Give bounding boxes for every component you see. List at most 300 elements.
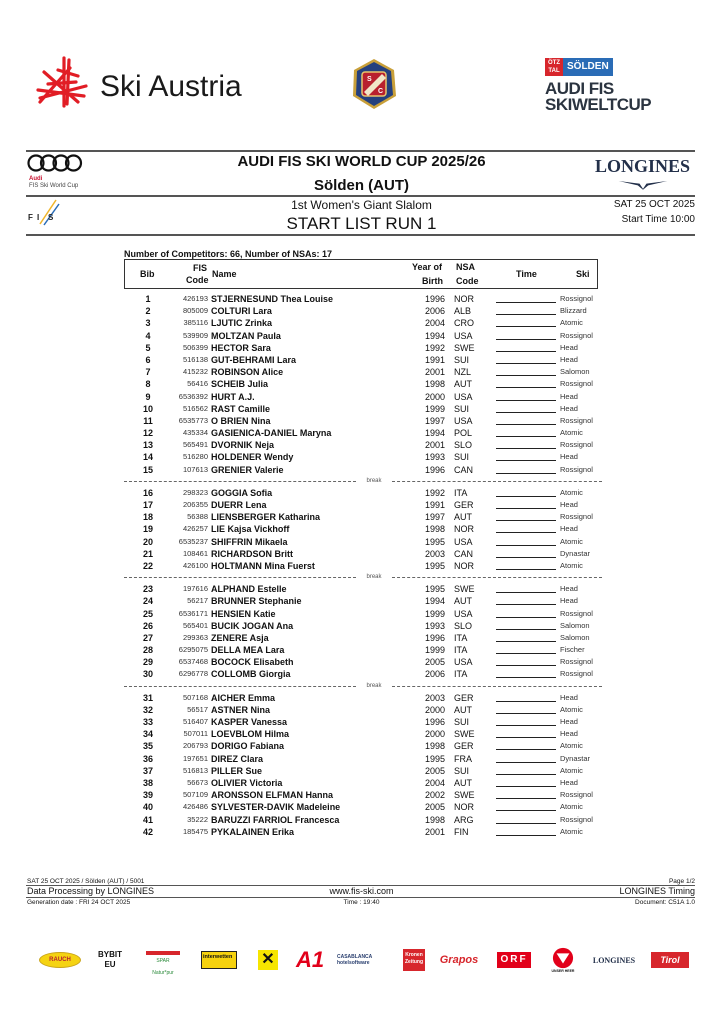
bib-number: 5 xyxy=(145,342,151,353)
ski-brand: Atomic xyxy=(560,765,583,775)
nsa-code: NOR xyxy=(454,560,474,571)
sponsor-bar xyxy=(30,945,700,979)
nsa-code: SUI xyxy=(454,452,470,463)
bib-number: 29 xyxy=(142,657,153,668)
break-dash-left xyxy=(124,481,356,482)
competitor-row xyxy=(124,354,604,366)
competitor-row xyxy=(124,391,604,403)
year-of-birth: 2001 xyxy=(424,367,445,378)
competitor-row xyxy=(124,342,604,354)
bib-number: 9 xyxy=(145,391,151,402)
sponsor-tirol-logo: Tirol xyxy=(650,945,690,975)
fis-code: 6535237 xyxy=(178,536,208,546)
time-blank-line xyxy=(496,798,556,799)
competitor-name: LIENSBERGER Katharina xyxy=(211,512,321,523)
ski-brand: Head xyxy=(560,777,578,787)
bib-number: 27 xyxy=(142,632,153,643)
bib-number: 17 xyxy=(142,500,153,510)
time-blank-line xyxy=(496,653,556,654)
break-label: break xyxy=(366,682,382,689)
footer-generation-date: Generation date : FRI 24 OCT 2025 xyxy=(27,899,131,906)
time-blank-line xyxy=(496,339,556,340)
event-venue: Sölden (AUT) xyxy=(314,177,409,194)
year-of-birth: 1996 xyxy=(424,717,445,727)
nsa-code: POL xyxy=(454,428,473,439)
year-of-birth: 1994 xyxy=(424,596,445,607)
bib-number: 22 xyxy=(142,560,153,571)
year-of-birth: 1994 xyxy=(424,330,445,341)
competitor-row xyxy=(124,536,604,548)
ski-brand: Atomic xyxy=(560,802,583,812)
ski-brand: Head xyxy=(560,391,578,401)
time-blank-line xyxy=(496,314,556,315)
year-of-birth: 2000 xyxy=(424,729,445,740)
competitor-name: LOEVBLOM Hilma xyxy=(211,729,290,740)
nsa-code: AUT xyxy=(454,512,472,523)
year-of-birth: 2001 xyxy=(424,826,445,837)
year-of-birth: 2005 xyxy=(424,765,445,776)
ski-brand: Head xyxy=(560,452,578,462)
nsa-code: NOR xyxy=(454,524,474,535)
bib-number: 33 xyxy=(142,717,153,727)
time-blank-line xyxy=(496,810,556,811)
nsa-code: FRA xyxy=(454,753,472,764)
year-of-birth: 2001 xyxy=(424,440,445,451)
ski-brand: Rossignol xyxy=(560,669,593,679)
fis-code: 298323 xyxy=(182,487,208,497)
ski-brand: Dynastar xyxy=(560,753,591,763)
ski-brand: Salomon xyxy=(560,367,590,377)
fis-code: 299363 xyxy=(182,632,208,642)
year-of-birth: 2004 xyxy=(424,777,445,788)
time-blank-line xyxy=(496,508,556,509)
competitor-name: GRENIER Valerie xyxy=(211,464,284,475)
bib-number: 38 xyxy=(142,777,153,788)
nsa-code: USA xyxy=(454,536,473,547)
sponsor-casablanca-logo: CASABLANCA hotelsoftware xyxy=(337,954,373,966)
ski-brand: Head xyxy=(560,342,578,352)
year-of-birth: 1998 xyxy=(424,524,445,535)
bundesheer-triangle-icon xyxy=(552,947,574,969)
bib-number: 37 xyxy=(142,765,153,776)
bib-number: 13 xyxy=(142,440,153,451)
nsa-code: GER xyxy=(454,741,474,752)
year-of-birth: 1992 xyxy=(424,487,445,498)
competitor-name: KASPER Vanessa xyxy=(211,717,288,727)
bib-number: 35 xyxy=(142,741,153,752)
ski-brand: Rossignol xyxy=(560,790,593,800)
competitor-row xyxy=(124,330,604,342)
col-time: Time xyxy=(516,269,537,279)
fis-code: 56517 xyxy=(187,704,208,714)
svg-text:S: S xyxy=(367,76,372,83)
year-of-birth: 2005 xyxy=(424,657,445,668)
competitor-name: BUCIK JOGAN Ana xyxy=(211,620,294,631)
svg-text:I: I xyxy=(37,213,40,222)
nsa-code: SWE xyxy=(454,790,475,801)
time-blank-line xyxy=(496,326,556,327)
ski-brand: Atomic xyxy=(560,428,583,438)
ski-brand: Atomic xyxy=(560,741,583,751)
col-yob-line1: Year of xyxy=(412,262,443,272)
ski-austria-logo xyxy=(34,56,264,108)
nsa-code: SLO xyxy=(454,440,473,451)
ski-brand: Head xyxy=(560,729,578,739)
ski-brand: Rossignol xyxy=(560,512,593,522)
year-of-birth: 1991 xyxy=(424,500,445,510)
competitor-name: DORIGO Fabiana xyxy=(211,741,285,752)
competitor-row xyxy=(124,293,604,305)
year-of-birth: 1994 xyxy=(424,428,445,439)
time-blank-line xyxy=(496,448,556,449)
competitor-row xyxy=(124,366,604,378)
ski-brand: Rossignol xyxy=(560,415,593,425)
ski-brand: Rossignol xyxy=(560,608,593,618)
footer-rule-bottom xyxy=(26,897,695,898)
nsa-code: SUI xyxy=(454,403,470,414)
competitor-name: RAST Camille xyxy=(211,403,271,414)
time-blank-line xyxy=(496,641,556,642)
ski-brand: Rossignol xyxy=(560,464,593,474)
bib-number: 2 xyxy=(145,306,151,317)
time-blank-line xyxy=(496,665,556,666)
bib-number: 18 xyxy=(142,512,153,523)
nsa-code: USA xyxy=(454,415,473,426)
competitor-row xyxy=(124,608,604,620)
time-blank-line xyxy=(496,557,556,558)
bib-number: 25 xyxy=(142,608,153,619)
col-nsa-line1: NSA xyxy=(456,262,476,272)
bib-number: 42 xyxy=(142,826,153,837)
competitor-name: HENSIEN Katie xyxy=(211,608,276,619)
competitor-row xyxy=(124,801,604,813)
fis-code: 516280 xyxy=(182,452,208,462)
bib-number: 14 xyxy=(142,452,153,463)
nsa-code: NOR xyxy=(454,294,474,304)
competitor-name: HOLTMANN Mina Fuerst xyxy=(211,560,315,571)
break-separator xyxy=(124,681,604,692)
competitor-row xyxy=(124,777,604,789)
year-of-birth: 2006 xyxy=(424,306,445,317)
competitor-row xyxy=(124,464,604,476)
sponsor-interwetten-logo: interwetten xyxy=(200,945,238,975)
year-of-birth: 2002 xyxy=(424,790,445,801)
competitor-name: ALPHAND Estelle xyxy=(211,584,287,595)
bib-number: 12 xyxy=(142,428,153,439)
bib-number: 7 xyxy=(145,367,151,378)
year-of-birth: 1993 xyxy=(424,620,445,631)
sc-soelden-crest-icon xyxy=(350,58,398,110)
fis-code: 6295075 xyxy=(178,645,208,655)
bib-number: 10 xyxy=(142,403,153,414)
fis-code: 506399 xyxy=(182,342,208,352)
time-blank-line xyxy=(496,375,556,376)
nsa-code: ITA xyxy=(454,632,468,643)
bib-number: 4 xyxy=(145,330,151,341)
ski-brand: Salomon xyxy=(560,620,590,630)
break-dash-right xyxy=(392,481,602,482)
time-blank-line xyxy=(496,412,556,413)
bib-number: 8 xyxy=(145,379,151,390)
competitor-name: PILLER Sue xyxy=(211,765,263,776)
nsa-code: CAN xyxy=(454,464,474,475)
nsa-code: AUT xyxy=(454,704,472,715)
fis-code: 56673 xyxy=(187,777,208,787)
fis-code: 415232 xyxy=(182,367,208,377)
ski-brand: Head xyxy=(560,403,578,413)
time-blank-line xyxy=(496,835,556,836)
competitor-row xyxy=(124,439,604,451)
competitor-name: BOCOCK Elisabeth xyxy=(211,657,294,668)
bib-number: 21 xyxy=(142,548,153,559)
competitor-row xyxy=(124,499,604,511)
competitor-name: O BRIEN Nina xyxy=(211,415,271,426)
year-of-birth: 2003 xyxy=(424,692,445,703)
nsa-code: ITA xyxy=(454,487,468,498)
competitor-name: SYLVESTER-DAVIK Madeleine xyxy=(211,802,341,813)
nsa-code: ARG xyxy=(454,814,474,825)
competitor-row xyxy=(124,814,604,826)
longines-wings-icon xyxy=(617,179,669,190)
break-separator xyxy=(124,572,604,583)
year-of-birth: 1999 xyxy=(424,403,445,414)
bib-number: 34 xyxy=(142,729,153,740)
competitor-name: GASIENICA-DANIEL Maryna xyxy=(211,428,332,439)
competitor-name: HECTOR Sara xyxy=(211,342,271,353)
fis-code: 35222 xyxy=(187,814,208,824)
ski-austria-wordmark: Ski Austria xyxy=(100,70,242,103)
sponsor-raiffeisen-logo xyxy=(256,945,280,975)
competitors-summary: Number of Competitors: 66, Number of NSAs: 17 xyxy=(124,249,333,259)
time-blank-line xyxy=(496,774,556,775)
event-title: AUDI FIS SKI WORLD CUP 2025/26 xyxy=(237,153,486,170)
nsa-code: USA xyxy=(454,608,473,619)
time-blank-line xyxy=(496,545,556,546)
time-blank-line xyxy=(496,460,556,461)
competitor-row xyxy=(124,765,604,777)
competitor-name: ASTNER Nina xyxy=(211,704,271,715)
sponsor-a1-logo: A1 xyxy=(295,947,325,972)
fis-code: 107613 xyxy=(182,464,208,474)
competitor-row xyxy=(124,668,604,680)
fis-code: 385116 xyxy=(183,318,208,328)
sponsor-krone-logo: Kronen Zeitung xyxy=(402,945,426,975)
footer-time: Time : 19:40 xyxy=(343,899,380,906)
col-nsa-line2: Code xyxy=(456,276,479,286)
competitor-row xyxy=(124,728,604,740)
year-of-birth: 2004 xyxy=(424,318,445,329)
competitor-name: DELLA MEA Lara xyxy=(211,645,285,656)
competitor-row xyxy=(124,826,604,838)
bib-number: 28 xyxy=(142,645,153,656)
bib-number: 6 xyxy=(145,354,151,365)
sponsor-grapos-logo: Grapos xyxy=(439,954,479,966)
bib-number: 16 xyxy=(142,487,153,498)
fis-code: 56388 xyxy=(187,512,208,522)
sc-soelden-badge xyxy=(350,58,398,110)
competitor-row xyxy=(124,378,604,390)
ski-brand: Dynastar xyxy=(560,548,591,558)
col-fis-code-line2: Code xyxy=(186,275,209,285)
competitor-name: BARUZZI FARRIOL Francesca xyxy=(211,814,340,825)
ski-brand: Rossignol xyxy=(560,440,593,450)
nsa-code: NOR xyxy=(454,802,474,813)
fis-code: 507168 xyxy=(182,692,208,702)
time-blank-line xyxy=(496,436,556,437)
fis-code: 6296778 xyxy=(178,669,208,679)
nsa-code: SWE xyxy=(454,729,475,740)
competitor-row xyxy=(124,548,604,560)
nsa-code: SWE xyxy=(454,342,475,353)
nsa-code: AUT xyxy=(454,379,472,390)
ski-brand: Head xyxy=(560,584,578,594)
time-blank-line xyxy=(496,749,556,750)
competitor-row xyxy=(124,716,604,728)
year-of-birth: 1999 xyxy=(424,608,445,619)
sponsor-orf-logo: ORF xyxy=(496,945,532,975)
sponsor-bybit-logo: BYBIT EU xyxy=(98,950,122,969)
nsa-code: CAN xyxy=(454,548,474,559)
ski-brand: Rossignol xyxy=(560,814,593,824)
competitor-row xyxy=(124,595,604,607)
break-dash-left xyxy=(124,577,356,578)
fis-code: 56416 xyxy=(187,379,208,389)
bib-number: 30 xyxy=(142,669,153,680)
nsa-code: AUT xyxy=(454,596,472,607)
nsa-code: ALB xyxy=(454,306,472,317)
break-dash-left xyxy=(124,686,356,687)
competitor-row xyxy=(124,317,604,329)
competitor-name: DVORNIK Neja xyxy=(211,440,275,451)
worldcup-line2: SKIWELTCUP xyxy=(545,95,652,114)
competitor-name: ARONSSON ELFMAN Hanna xyxy=(211,790,334,801)
ski-brand: Rossignol xyxy=(560,294,593,303)
bib-number: 19 xyxy=(142,524,153,535)
fis-code: 6537468 xyxy=(178,657,208,667)
nsa-code: NZL xyxy=(454,367,472,378)
year-of-birth: 1996 xyxy=(424,464,445,475)
year-of-birth: 2005 xyxy=(424,802,445,813)
time-blank-line xyxy=(496,604,556,605)
nsa-code: AUT xyxy=(454,777,472,788)
year-of-birth: 1991 xyxy=(424,354,445,365)
ski-brand: Head xyxy=(560,524,578,534)
competitor-name: ROBINSON Alice xyxy=(211,367,284,378)
competitor-row xyxy=(124,523,604,535)
year-of-birth: 2000 xyxy=(424,704,445,715)
time-blank-line xyxy=(496,762,556,763)
col-fis-code-line1: FIS xyxy=(193,263,208,273)
nsa-code: ITA xyxy=(454,645,468,656)
nsa-code: GER xyxy=(454,500,474,510)
fis-code: 426486 xyxy=(182,802,208,812)
bib-number: 3 xyxy=(145,318,151,329)
ski-brand: Rossignol xyxy=(560,657,593,667)
fis-code: 426100 xyxy=(182,560,208,570)
svg-text:C: C xyxy=(378,88,384,95)
competitor-name: ZENERE Asja xyxy=(211,632,269,643)
col-name: Name xyxy=(212,269,237,279)
time-blank-line xyxy=(496,617,556,618)
competitor-name: LIE Kajsa Vickhoff xyxy=(211,524,290,535)
ski-brand: Blizzard xyxy=(560,306,587,316)
break-label: break xyxy=(366,477,382,484)
competitor-name: SHIFFRIN Mikaela xyxy=(211,536,288,547)
bib-number: 20 xyxy=(142,536,153,547)
break-dash-right xyxy=(392,686,602,687)
year-of-birth: 1993 xyxy=(424,452,445,463)
time-blank-line xyxy=(496,520,556,521)
ski-brand: Atomic xyxy=(560,826,583,836)
nsa-code: GER xyxy=(454,692,474,703)
nsa-code: SLO xyxy=(454,620,473,631)
fis-code: 516138 xyxy=(182,354,208,364)
competitor-row xyxy=(124,415,604,427)
ski-brand: Salomon xyxy=(560,632,590,642)
competitor-row xyxy=(124,789,604,801)
start-time: Start Time 10:00 xyxy=(621,214,695,225)
competitor-name: PYKALAINEN Erika xyxy=(211,826,295,837)
competitor-row xyxy=(124,427,604,439)
sponsor-rauch-logo: RAUCH xyxy=(38,945,82,975)
competitor-row xyxy=(124,632,604,644)
year-of-birth: 1998 xyxy=(424,814,445,825)
longines-wordmark: LONGINES xyxy=(594,156,691,176)
competitor-name: AICHER Emma xyxy=(211,692,276,703)
fis-code: 426257 xyxy=(182,524,208,534)
ski-brand: Rossignol xyxy=(560,330,593,340)
oetztal-soelden-worldcup-logo xyxy=(545,58,685,114)
fis-code: 185475 xyxy=(182,826,208,836)
header-rule-bottom xyxy=(26,234,695,236)
competitor-name: OLIVIER Victoria xyxy=(211,777,283,788)
time-blank-line xyxy=(496,786,556,787)
competitor-name: LJUTIC Zrinka xyxy=(211,318,273,329)
competitor-row xyxy=(124,656,604,668)
nsa-code: FIN xyxy=(454,826,469,837)
soelden-label: SÖLDEN xyxy=(563,58,613,76)
year-of-birth: 1996 xyxy=(424,294,445,304)
fis-code: 197616 xyxy=(182,584,208,594)
ski-brand: Head xyxy=(560,692,578,702)
footer-website[interactable]: www.fis-ski.com xyxy=(329,886,394,896)
competitor-name: BRUNNER Stephanie xyxy=(211,596,302,607)
worldcup-line1: AUDI FIS xyxy=(545,79,614,98)
competitor-row xyxy=(124,620,604,632)
ski-brand: Head xyxy=(560,354,578,364)
nsa-code: SUI xyxy=(454,765,470,776)
fis-code: 206793 xyxy=(182,741,208,751)
time-blank-line xyxy=(496,387,556,388)
time-blank-line xyxy=(496,532,556,533)
break-label: break xyxy=(366,574,382,581)
competitor-name: SCHEIB Julia xyxy=(211,379,269,390)
fis-code: 56217 xyxy=(187,596,208,606)
competitor-row xyxy=(124,403,604,415)
header-rule-top xyxy=(26,150,695,152)
fis-code: 6536171 xyxy=(178,608,208,618)
year-of-birth: 2003 xyxy=(424,548,445,559)
year-of-birth: 1997 xyxy=(424,415,445,426)
competitor-name: MOLTZAN Paula xyxy=(211,330,281,341)
bib-number: 32 xyxy=(142,704,153,715)
fis-code: 435334 xyxy=(182,428,208,438)
year-of-birth: 1995 xyxy=(424,536,445,547)
ski-brand: Head xyxy=(560,500,578,509)
ski-brand: Atomic xyxy=(560,704,583,714)
time-blank-line xyxy=(496,302,556,303)
ski-brand: Atomic xyxy=(560,487,583,497)
